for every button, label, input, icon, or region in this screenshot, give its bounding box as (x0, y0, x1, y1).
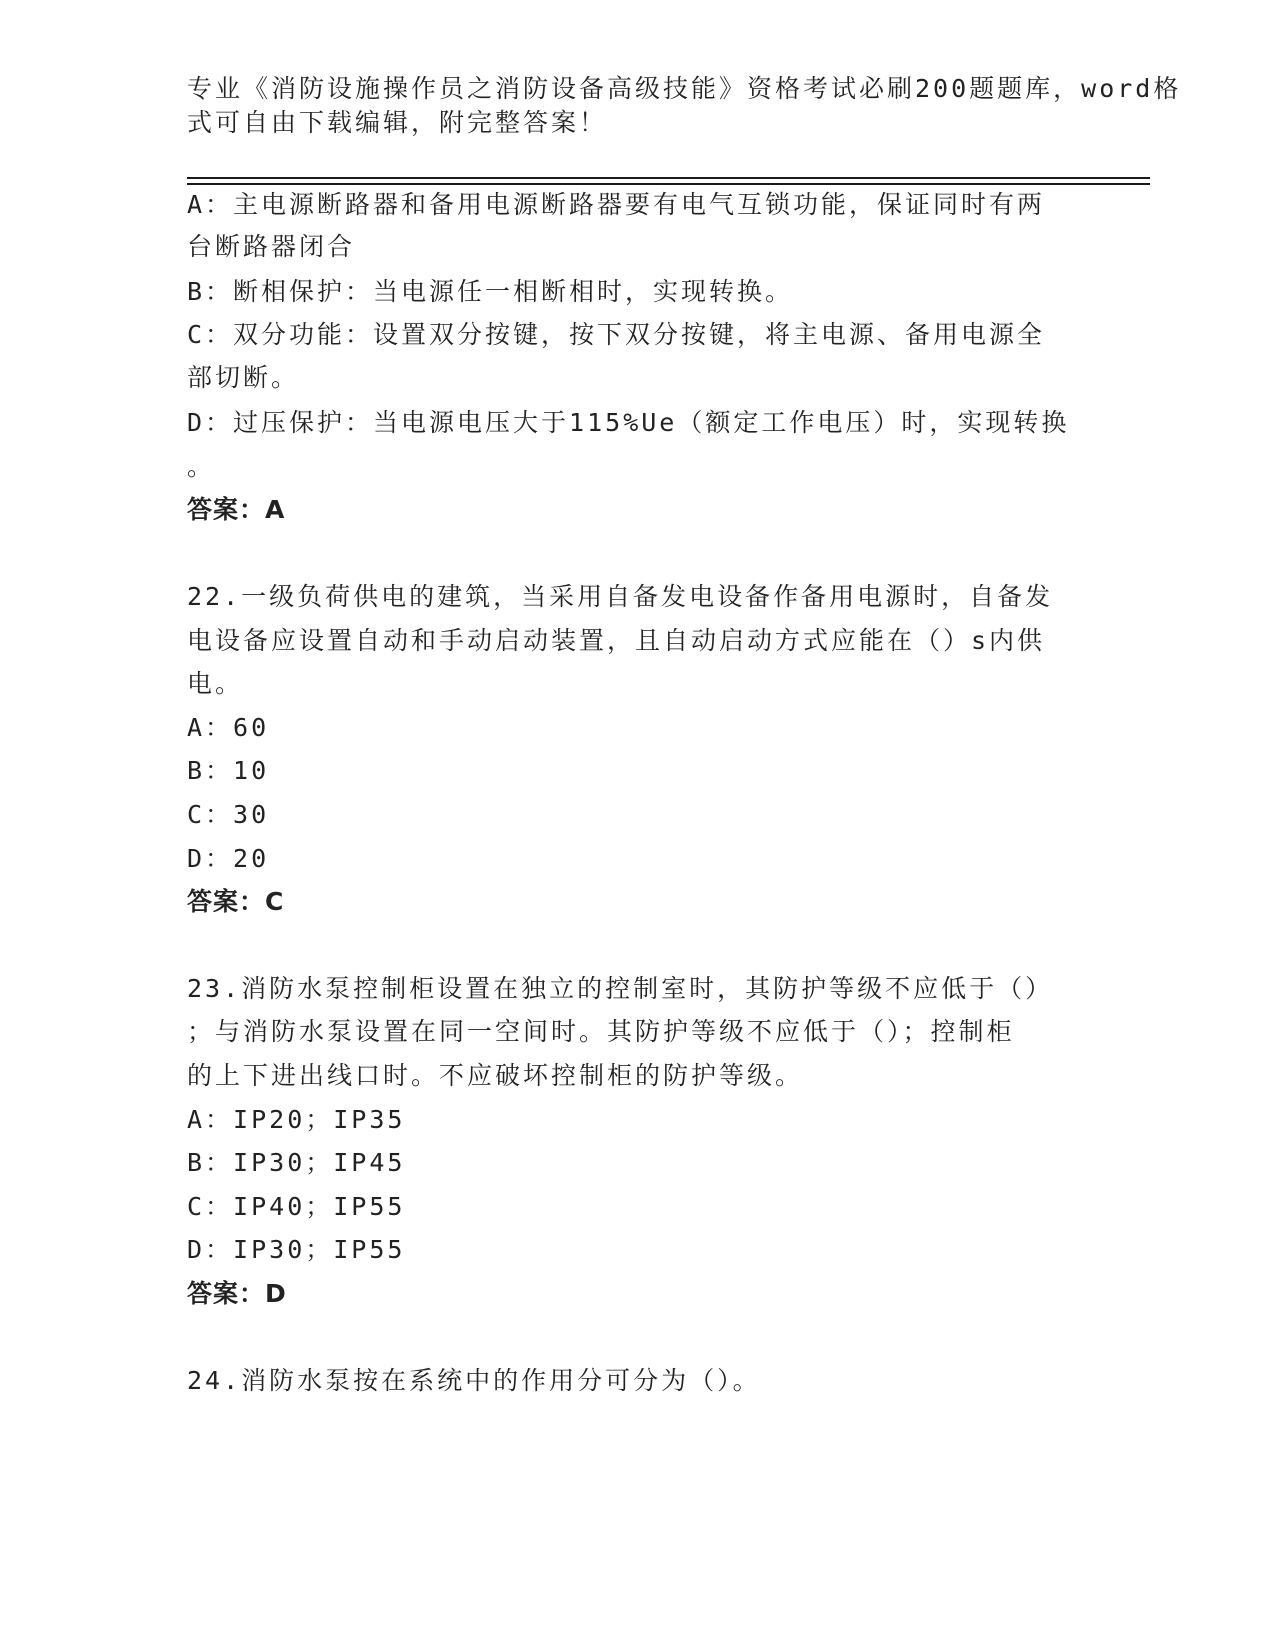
q21-option-c-cont: 部切断。 (187, 363, 300, 392)
q23-option-b: B：IP30；IP45 (187, 1148, 406, 1177)
header-divider-bottom (187, 183, 1150, 185)
q21-option-a: A：主电源断路器和备用电源断路器要有电气互锁功能，保证同时有两 (187, 190, 1046, 219)
q22-option-a: A：60 (187, 713, 270, 742)
q22-option-b: B：10 (187, 756, 270, 785)
q23-option-a: A：IP20；IP35 (187, 1105, 406, 1134)
q21-option-a-cont: 台断路器闭合 (187, 232, 356, 261)
q22-stem: 22.一级负荷供电的建筑，当采用自备发电设备作备用电源时，自备发 (187, 582, 1054, 611)
q23-answer: 答案：D (187, 1279, 287, 1308)
q22-stem-cont-1: 电设备应设置自动和手动启动装置，且自动启动方式应能在（）s内供 (187, 626, 1046, 655)
q24-stem: 24.消防水泵按在系统中的作用分可分为（）。 (187, 1366, 761, 1395)
q21-option-d: D：过压保护：当电源电压大于115%Ue（额定工作电压）时，实现转换 (187, 408, 1070, 437)
q23-stem-cont-1: ；与消防水泵设置在同一空间时。其防护等级不应低于（）；控制柜 (187, 1017, 1015, 1046)
q23-stem: 23.消防水泵控制柜设置在独立的控制室时，其防护等级不应低于（） (187, 974, 1054, 1003)
q21-option-d-cont: 。 (187, 452, 216, 481)
q21-answer: 答案：A (187, 495, 286, 524)
q22-option-d: D：20 (187, 844, 270, 873)
header-line-2: 式可自由下载编辑，附完整答案！ (187, 108, 608, 137)
q22-option-c: C：30 (187, 800, 270, 829)
q21-option-c: C：双分功能：设置双分按键，按下双分按键，将主电源、备用电源全 (187, 320, 1046, 349)
document-header (187, 72, 1182, 140)
q23-stem-cont-2: 的上下进出线口时。不应破坏控制柜的防护等级。 (187, 1061, 804, 1090)
q22-stem-cont-2: 电。 (187, 669, 244, 698)
q21-option-b: B：断相保护：当电源任一相断相时，实现转换。 (187, 277, 794, 306)
q23-option-c: C：IP40；IP55 (187, 1192, 406, 1221)
header-line-1: 专业《消防设施操作员之消防设备高级技能》资格考试必刷200题题库，word格 (187, 74, 1182, 103)
q23-option-d: D：IP30；IP55 (187, 1235, 406, 1264)
q22-answer: 答案：C (187, 887, 285, 916)
header-divider-top (187, 177, 1150, 179)
